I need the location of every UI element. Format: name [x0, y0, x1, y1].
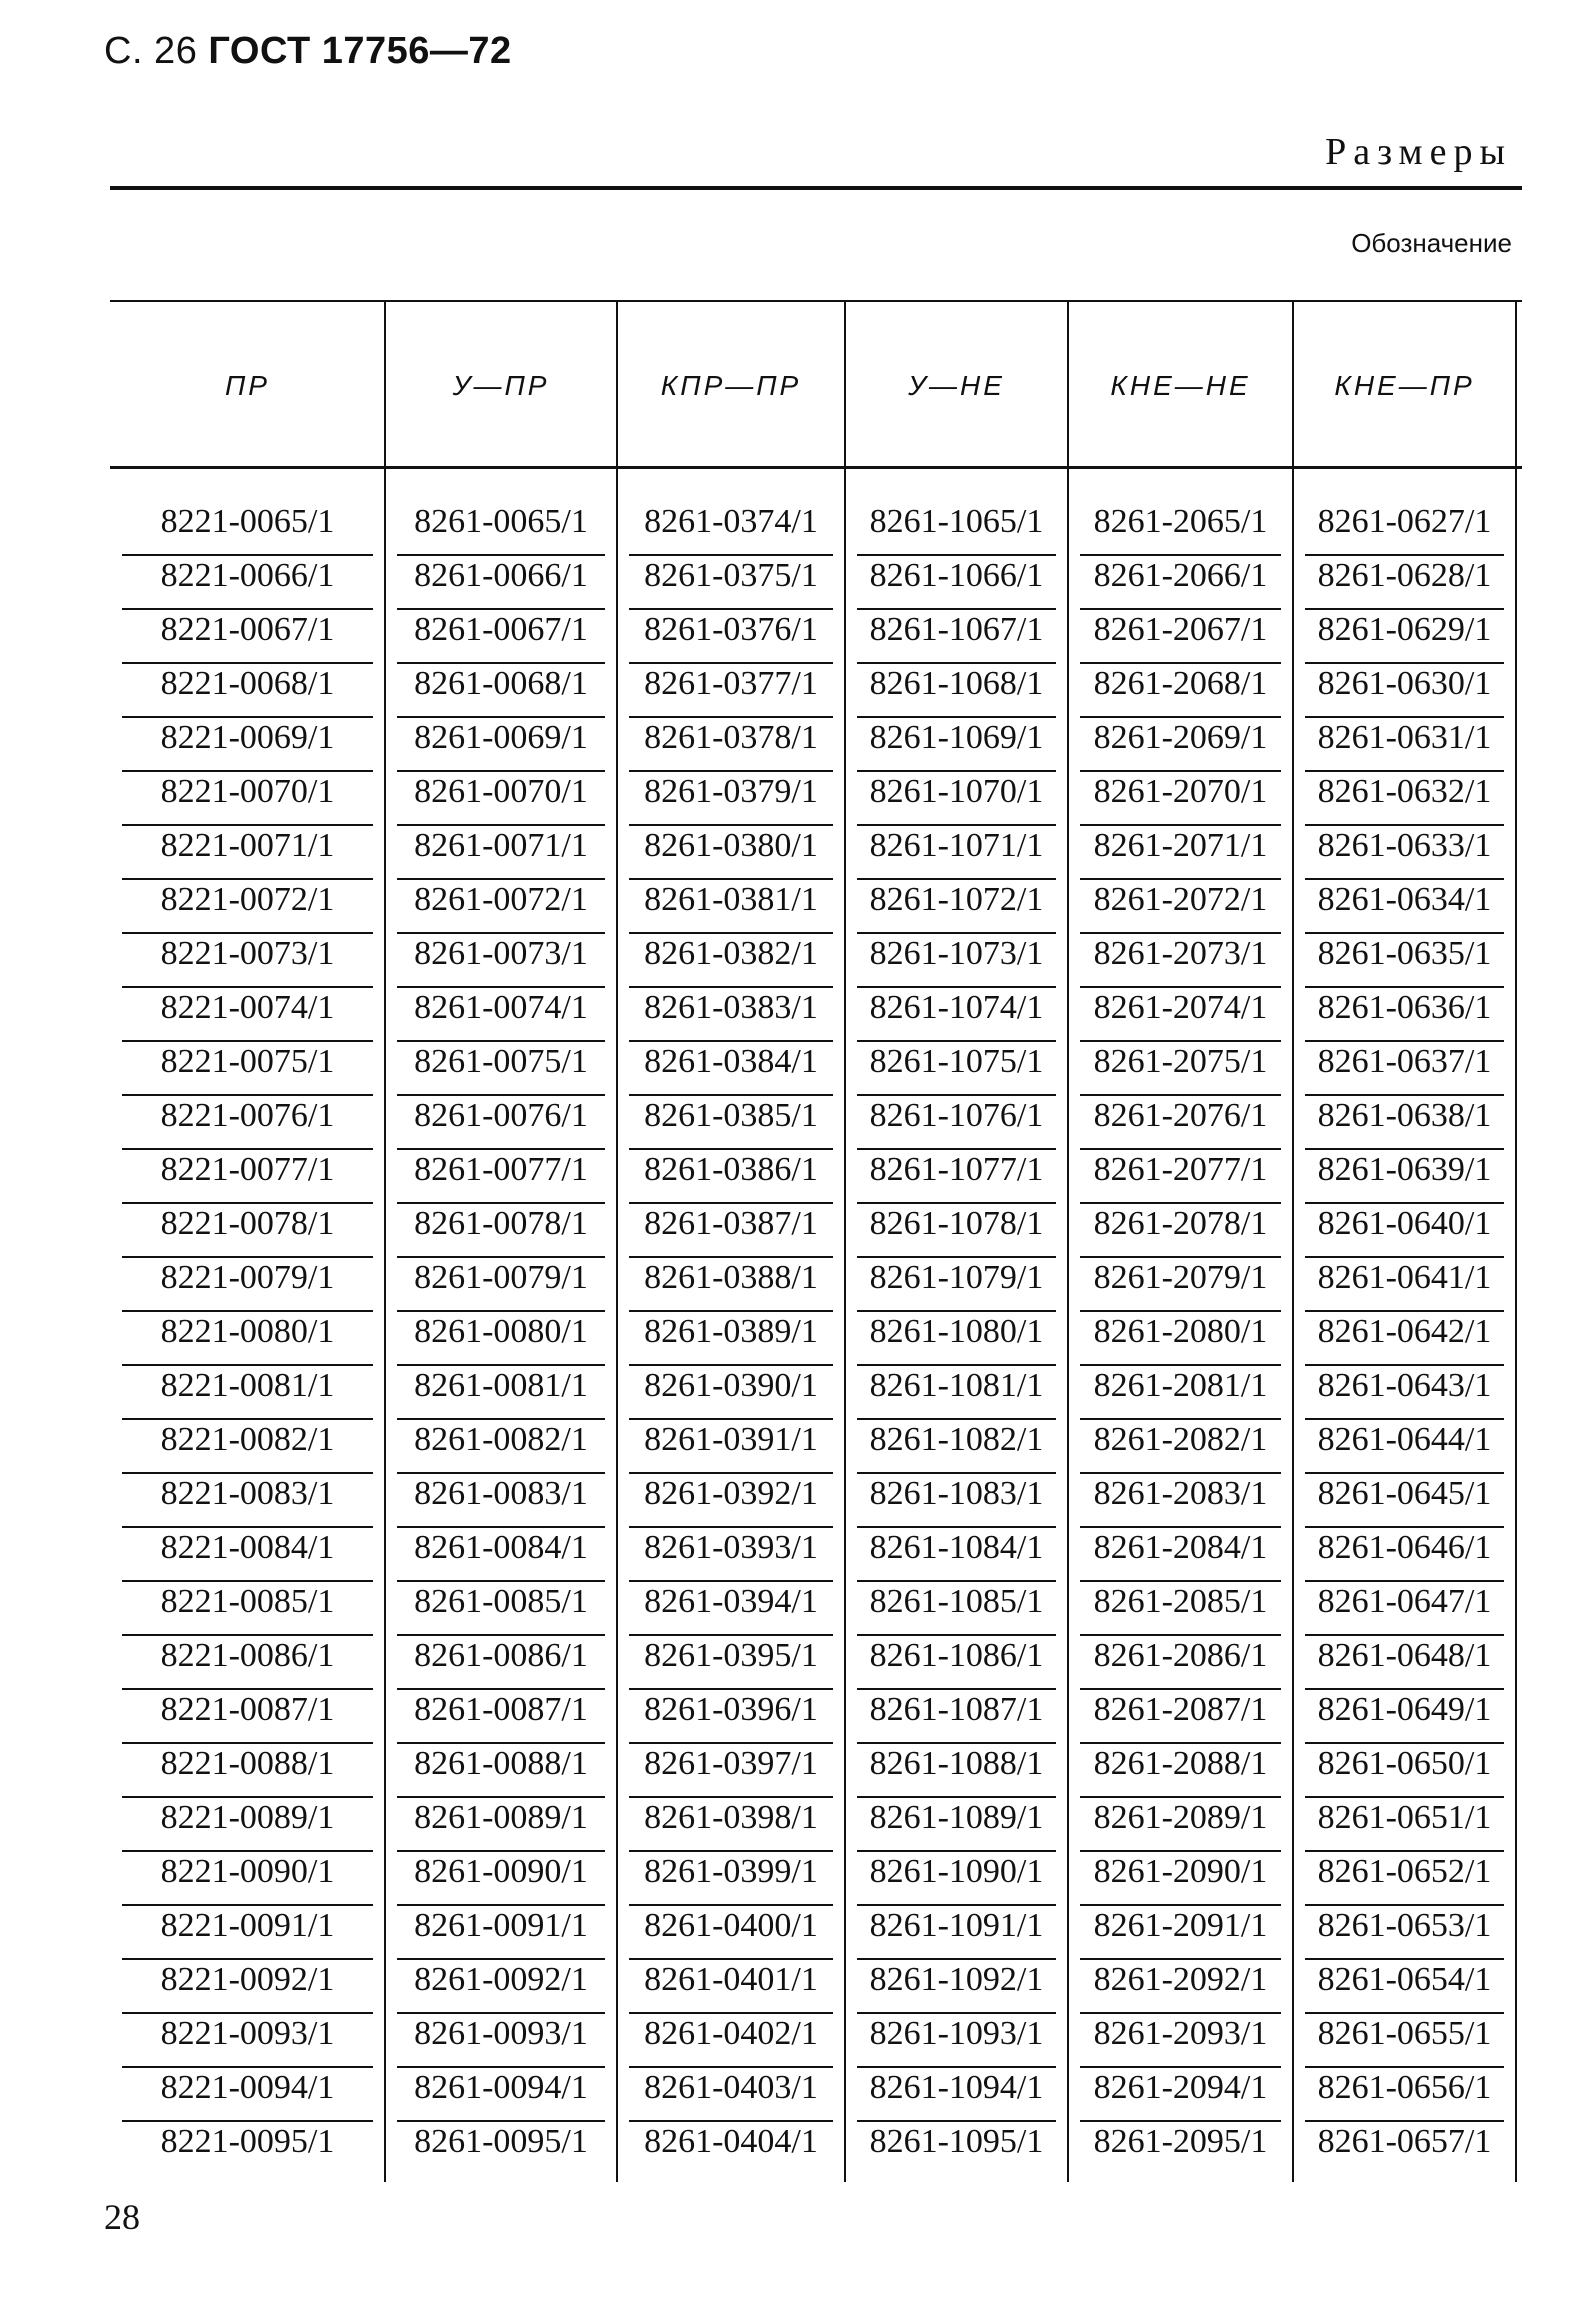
table-cell: 8261-0646/1	[1305, 1526, 1504, 1582]
table-cell: 8261-1089/1	[857, 1796, 1056, 1852]
table-cell: 8261-2070/1	[1080, 770, 1281, 826]
table-cell: 8261-0627/1	[1305, 500, 1504, 556]
table-cell: 8261-0081/1	[397, 1364, 605, 1420]
table-cell: 8221-0067/1	[122, 608, 373, 664]
table-cell: 8261-1069/1	[857, 716, 1056, 772]
page-number: 28	[104, 2197, 140, 2237]
table-head-rule	[110, 466, 1522, 469]
table-cell: 8261-2086/1	[1080, 1634, 1281, 1690]
table-cell: 8261-0390/1	[629, 1364, 833, 1420]
table-cell: 8261-1079/1	[857, 1256, 1056, 1312]
table-cell: 8261-0379/1	[629, 770, 833, 826]
table-cell: 8221-0082/1	[122, 1418, 373, 1474]
table-cell: 8221-0090/1	[122, 1850, 373, 1906]
table-cell: 8261-1094/1	[857, 2066, 1056, 2122]
table-cell: 8221-0078/1	[122, 1202, 373, 1258]
table-cell: 8261-2087/1	[1080, 1688, 1281, 1744]
table-cell: 8261-2071/1	[1080, 824, 1281, 880]
table-cell: 8261-0649/1	[1305, 1688, 1504, 1744]
table-cell: 8261-0640/1	[1305, 1202, 1504, 1258]
table-cell: 8261-0074/1	[397, 986, 605, 1042]
table-cell: 8261-0397/1	[629, 1742, 833, 1798]
table-cell: 8261-1076/1	[857, 1094, 1056, 1150]
table-cell: 8261-0084/1	[397, 1526, 605, 1582]
table-cell: 8261-2067/1	[1080, 608, 1281, 664]
table-cell: 8261-0657/1	[1317, 2123, 1492, 2160]
column-header: КПР—ПР	[660, 370, 802, 401]
table-cell: 8221-0065/1	[122, 500, 373, 556]
table-cell: 8221-0087/1	[122, 1688, 373, 1744]
table-cell: 8261-0386/1	[629, 1148, 833, 1204]
table-cell: 8261-0095/1	[414, 2123, 588, 2160]
table-cell: 8261-2082/1	[1080, 1418, 1281, 1474]
table-cell: 8261-2073/1	[1080, 932, 1281, 988]
table-cell: 8261-0374/1	[629, 500, 833, 556]
table-cell: 8261-0092/1	[397, 1958, 605, 2014]
table-cell: 8261-0631/1	[1305, 716, 1504, 772]
section-title: Размеры	[1325, 131, 1512, 173]
table-cell: 8261-0636/1	[1305, 986, 1504, 1042]
table-cell: 8261-0404/1	[644, 2123, 818, 2160]
table-cell: 8221-0088/1	[122, 1742, 373, 1798]
table-cell: 8221-0084/1	[122, 1526, 373, 1582]
table-cell: 8261-0082/1	[397, 1418, 605, 1474]
table-cell: 8261-0383/1	[629, 986, 833, 1042]
table-cell: 8261-2094/1	[1080, 2066, 1281, 2122]
table-cell: 8261-2074/1	[1080, 986, 1281, 1042]
table-cell: 8261-0639/1	[1305, 1148, 1504, 1204]
table-cell: 8261-0377/1	[629, 662, 833, 718]
table-cell: 8261-1082/1	[857, 1418, 1056, 1474]
table-cell: 8261-0076/1	[397, 1094, 605, 1150]
table-cell: 8261-0072/1	[397, 878, 605, 934]
table-cell: 8261-0632/1	[1305, 770, 1504, 826]
table-cell: 8261-0394/1	[629, 1580, 833, 1636]
table-cell: 8261-0384/1	[629, 1040, 833, 1096]
table-cell: 8261-2084/1	[1080, 1526, 1281, 1582]
table-cell: 8261-0079/1	[397, 1256, 605, 1312]
table-cell: 8261-0069/1	[397, 716, 605, 772]
table-cell: 8261-2069/1	[1080, 716, 1281, 772]
table-cell: 8221-0089/1	[122, 1796, 373, 1852]
table-cell: 8261-1071/1	[857, 824, 1056, 880]
table-cell: 8261-0067/1	[397, 608, 605, 664]
table-cell: 8221-0091/1	[122, 1904, 373, 1960]
table-cell: 8261-2091/1	[1080, 1904, 1281, 1960]
table-cell: 8261-2088/1	[1080, 1742, 1281, 1798]
table-cell: 8261-1088/1	[857, 1742, 1056, 1798]
page-header	[104, 30, 512, 73]
table-cell: 8261-0399/1	[629, 1850, 833, 1906]
standard-number: ГОСТ 17756—72	[208, 30, 512, 72]
table-cell: 8261-2095/1	[1093, 2123, 1268, 2160]
table-cell: 8261-1081/1	[857, 1364, 1056, 1420]
column-divider	[844, 300, 846, 2182]
table-cell: 8261-0642/1	[1305, 1310, 1504, 1366]
table-cell: 8261-0656/1	[1305, 2066, 1504, 2122]
table-cell: 8261-0380/1	[629, 824, 833, 880]
table-cell: 8261-1077/1	[857, 1148, 1056, 1204]
table-cell: 8261-0387/1	[629, 1202, 833, 1258]
table-cell: 8261-0375/1	[629, 554, 833, 610]
column-header: У—ПР	[452, 370, 550, 401]
table-cell: 8261-2083/1	[1080, 1472, 1281, 1528]
table-cell: 8261-2090/1	[1080, 1850, 1281, 1906]
table-cell: 8261-0395/1	[629, 1634, 833, 1690]
table-cell: 8261-0391/1	[629, 1418, 833, 1474]
column-divider	[616, 300, 618, 2182]
table-cell: 8261-0633/1	[1305, 824, 1504, 880]
table-cell: 8261-0630/1	[1305, 662, 1504, 718]
table-cell: 8261-0647/1	[1305, 1580, 1504, 1636]
table-cell: 8261-0645/1	[1305, 1472, 1504, 1528]
table-cell: 8221-0086/1	[122, 1634, 373, 1690]
column-header: КНЕ—НЕ	[1110, 370, 1251, 401]
table-cell: 8261-0075/1	[397, 1040, 605, 1096]
table-cell: 8261-0070/1	[397, 770, 605, 826]
column-divider	[1292, 300, 1294, 2182]
table-cell: 8261-2066/1	[1080, 554, 1281, 610]
table-cell: 8261-2079/1	[1080, 1256, 1281, 1312]
table-cell: 8261-0654/1	[1305, 1958, 1504, 2014]
table-cell: 8261-0641/1	[1305, 1256, 1504, 1312]
table-cell: 8221-0074/1	[122, 986, 373, 1042]
table-cell: 8261-1074/1	[857, 986, 1056, 1042]
table-cell: 8261-0087/1	[397, 1688, 605, 1744]
table-cell: 8261-0088/1	[397, 1742, 605, 1798]
table-cell: 8261-0403/1	[629, 2066, 833, 2122]
table-cell: 8261-1073/1	[857, 932, 1056, 988]
table-cell: 8261-0392/1	[629, 1472, 833, 1528]
table-cell: 8261-0382/1	[629, 932, 833, 988]
table-cell: 8261-1066/1	[857, 554, 1056, 610]
table-cell: 8261-0652/1	[1305, 1850, 1504, 1906]
table-cell: 8261-0643/1	[1305, 1364, 1504, 1420]
table-subtitle: Обозначение	[1351, 228, 1512, 258]
table-cell: 8261-0073/1	[397, 932, 605, 988]
table-cell: 8221-0068/1	[122, 662, 373, 718]
table-cell: 8261-1083/1	[857, 1472, 1056, 1528]
table-cell: 8261-0402/1	[629, 2012, 833, 2068]
table-cell: 8261-1090/1	[857, 1850, 1056, 1906]
table-cell: 8221-0076/1	[122, 1094, 373, 1150]
table-cell: 8261-1072/1	[857, 878, 1056, 934]
table-cell: 8261-2065/1	[1080, 500, 1281, 556]
table-cell: 8261-0637/1	[1305, 1040, 1504, 1096]
table-cell: 8261-0638/1	[1305, 1094, 1504, 1150]
table-cell: 8221-0083/1	[122, 1472, 373, 1528]
column-divider	[1067, 300, 1069, 2182]
table-cell: 8261-0628/1	[1305, 554, 1504, 610]
table-cell: 8261-2081/1	[1080, 1364, 1281, 1420]
table-cell: 8261-1087/1	[857, 1688, 1056, 1744]
table-cell: 8261-0651/1	[1305, 1796, 1504, 1852]
table-cell: 8261-0091/1	[397, 1904, 605, 1960]
table-cell: 8261-0083/1	[397, 1472, 605, 1528]
column-header: КНЕ—ПР	[1334, 370, 1475, 401]
table-cell: 8261-2077/1	[1080, 1148, 1281, 1204]
table-cell: 8261-0396/1	[629, 1688, 833, 1744]
table-cell: 8261-1075/1	[857, 1040, 1056, 1096]
table-cell: 8261-0066/1	[397, 554, 605, 610]
table-cell: 8221-0075/1	[122, 1040, 373, 1096]
table-cell: 8261-0068/1	[397, 662, 605, 718]
table-cell: 8221-0070/1	[122, 770, 373, 826]
column-header: У—НЕ	[908, 370, 1005, 401]
table-cell: 8261-0094/1	[397, 2066, 605, 2122]
table-cell: 8261-1078/1	[857, 1202, 1056, 1258]
table-cell: 8261-1091/1	[857, 1904, 1056, 1960]
table-cell: 8261-2078/1	[1080, 1202, 1281, 1258]
table-cell: 8221-0081/1	[122, 1364, 373, 1420]
table-cell: 8261-1084/1	[857, 1526, 1056, 1582]
table-cell: 8261-0629/1	[1305, 608, 1504, 664]
table-cell: 8261-0381/1	[629, 878, 833, 934]
table-cell: 8261-1095/1	[869, 2123, 1044, 2160]
table-cell: 8261-2072/1	[1080, 878, 1281, 934]
table-cell: 8261-0398/1	[629, 1796, 833, 1852]
table-cell: 8261-0090/1	[397, 1850, 605, 1906]
table-cell: 8261-2075/1	[1080, 1040, 1281, 1096]
table-cell: 8221-0077/1	[122, 1148, 373, 1204]
column-divider	[384, 300, 386, 2182]
table-cell: 8261-0389/1	[629, 1310, 833, 1366]
table-cell: 8261-1085/1	[857, 1580, 1056, 1636]
table-cell: 8221-0092/1	[122, 1958, 373, 2014]
table-cell: 8261-0650/1	[1305, 1742, 1504, 1798]
page-prefix: С. 26	[104, 30, 198, 72]
table-cell: 8261-1086/1	[857, 1634, 1056, 1690]
table-cell: 8261-0080/1	[397, 1310, 605, 1366]
table-cell: 8261-2076/1	[1080, 1094, 1281, 1150]
table-cell: 8261-1068/1	[857, 662, 1056, 718]
table-cell: 8261-2092/1	[1080, 1958, 1281, 2014]
table-cell: 8261-0401/1	[629, 1958, 833, 2014]
table-cell: 8261-2085/1	[1080, 1580, 1281, 1636]
table-cell: 8221-0085/1	[122, 1580, 373, 1636]
table-cell: 8261-0393/1	[629, 1526, 833, 1582]
table-cell: 8261-0378/1	[629, 716, 833, 772]
table-cell: 8261-1093/1	[857, 2012, 1056, 2068]
table-cell: 8261-0385/1	[629, 1094, 833, 1150]
table-cell: 8221-0094/1	[122, 2066, 373, 2122]
table-cell: 8261-1070/1	[857, 770, 1056, 826]
table-cell: 8261-0065/1	[397, 500, 605, 556]
table-top-rule	[110, 300, 1522, 302]
table-cell: 8261-1067/1	[857, 608, 1056, 664]
table-cell: 8221-0066/1	[122, 554, 373, 610]
table-cell: 8261-0085/1	[397, 1580, 605, 1636]
table-cell: 8221-0071/1	[122, 824, 373, 880]
table-cell: 8261-0644/1	[1305, 1418, 1504, 1474]
table-cell: 8221-0069/1	[122, 716, 373, 772]
table-cell: 8261-0635/1	[1305, 932, 1504, 988]
table-cell: 8261-0648/1	[1305, 1634, 1504, 1690]
table-cell: 8261-0655/1	[1305, 2012, 1504, 2068]
table-cell: 8261-0388/1	[629, 1256, 833, 1312]
table-cell: 8261-2080/1	[1080, 1310, 1281, 1366]
column-divider	[1515, 300, 1517, 2182]
column-header: ПР	[225, 370, 270, 401]
table-cell: 8261-2093/1	[1080, 2012, 1281, 2068]
table-cell: 8261-0078/1	[397, 1202, 605, 1258]
table-cell: 8221-0079/1	[122, 1256, 373, 1312]
table-cell: 8261-0071/1	[397, 824, 605, 880]
table-cell: 8261-0653/1	[1305, 1904, 1504, 1960]
table-cell: 8261-0400/1	[629, 1904, 833, 1960]
table-cell: 8261-0376/1	[629, 608, 833, 664]
table-cell: 8221-0095/1	[160, 2123, 335, 2160]
table-cell: 8261-0077/1	[397, 1148, 605, 1204]
table-cell: 8261-0089/1	[397, 1796, 605, 1852]
table-cell: 8261-1065/1	[857, 500, 1056, 556]
header-rule	[110, 186, 1522, 190]
table-cell: 8221-0093/1	[122, 2012, 373, 2068]
table-cell: 8261-0086/1	[397, 1634, 605, 1690]
table-cell: 8261-1092/1	[857, 1958, 1056, 2014]
table-cell: 8261-0093/1	[397, 2012, 605, 2068]
table-cell: 8261-2068/1	[1080, 662, 1281, 718]
table-cell: 8221-0072/1	[122, 878, 373, 934]
table-cell: 8261-0634/1	[1305, 878, 1504, 934]
table-cell: 8261-1080/1	[857, 1310, 1056, 1366]
table-cell: 8221-0080/1	[122, 1310, 373, 1366]
table-cell: 8221-0073/1	[122, 932, 373, 988]
table-cell: 8261-2089/1	[1080, 1796, 1281, 1852]
